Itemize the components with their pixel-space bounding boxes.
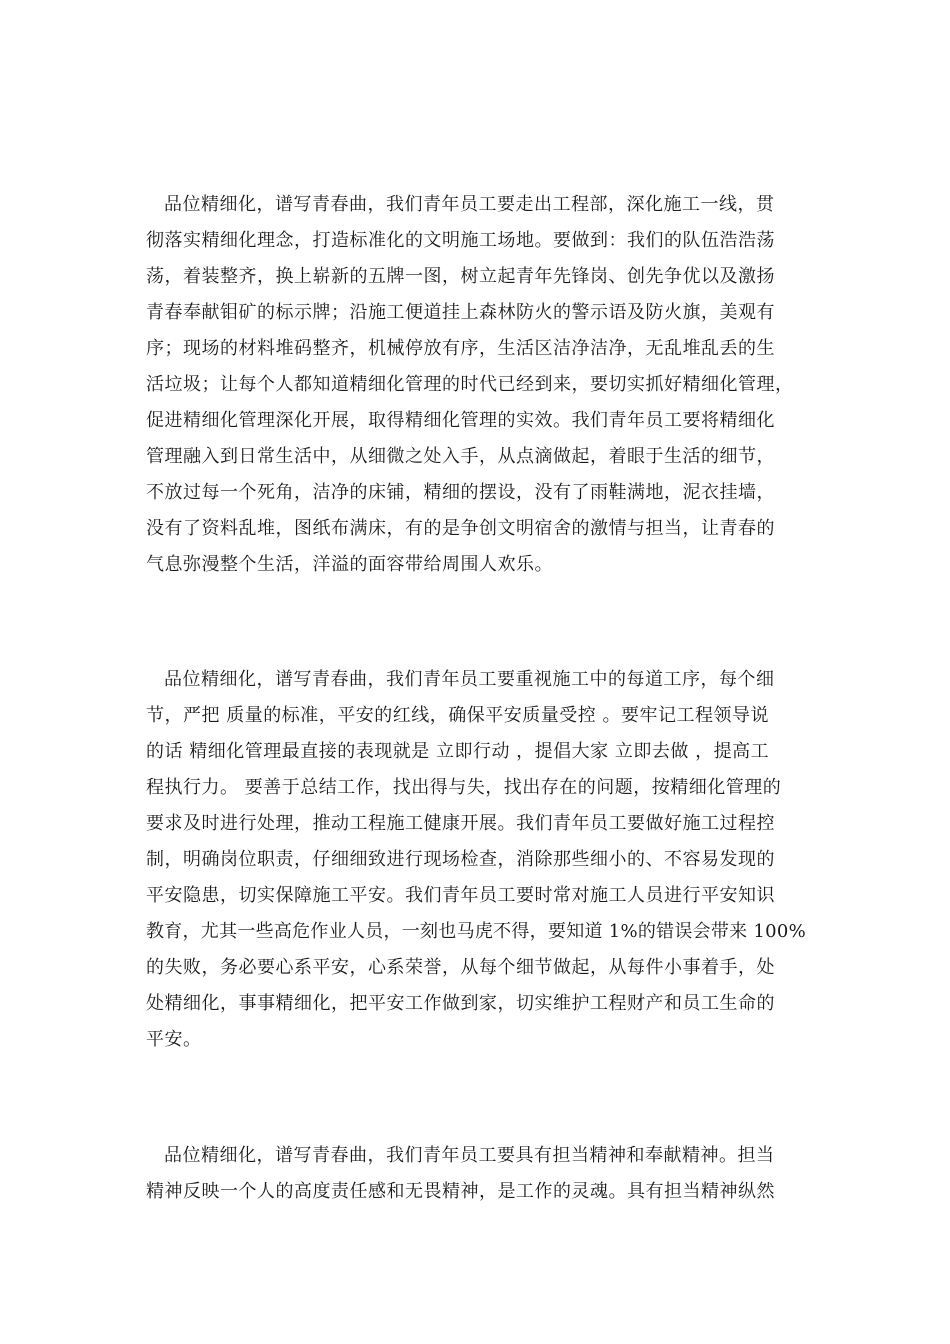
- paragraph-line: 序；现场的材料堆码整齐，机械停放有序，生活区洁净洁净，无乱堆乱丢的生: [146, 338, 775, 359]
- paragraph-line: 荡，着装整齐，换上崭新的五牌一图，树立起青年先锋岗、创先争优以及激扬: [146, 266, 775, 287]
- paragraph-line: 品位精细化，谱写青春曲，我们青年员工要走出工程部，深化施工一线，贯: [164, 194, 775, 215]
- paragraph-line: 彻落实精细化理念，打造标准化的文明施工场地。要做到：我们的队伍浩浩荡: [146, 230, 775, 251]
- paragraph-2: [146, 662, 806, 1058]
- paragraph-line: 节，严把 质量的标准，平安的红线，确保平安质量受控 。要牢记工程领导说: [146, 705, 769, 726]
- paragraph-line: 平安。: [146, 1029, 202, 1050]
- paragraph-line: 气息弥漫整个生活，洋溢的面容带给周围人欢乐。: [146, 554, 553, 575]
- paragraph-line: 管理融入到日常生活中，从细微之处入手，从点滴做起，着眼于生活的细节，: [146, 446, 775, 467]
- paragraph-line: 要求及时进行处理，推动工程施工健康开展。我们青年员工要做好施工过程控: [146, 813, 775, 834]
- paragraph-line: 程执行力。 要善于总结工作，找出得与失，找出存在的问题，按精细化管理的: [146, 777, 782, 798]
- paragraph-line: 活垃圾；让每个人都知道精细化管理的时代已经到来，要切实抓好精细化管理，: [146, 374, 794, 395]
- paragraph-line: 促进精细化管理深化开展，取得精细化管理的实效。我们青年员工要将精细化: [146, 410, 775, 431]
- paragraph-line: 教育，尤其一些高危作业人员，一刻也马虎不得，要知道 1%的错误会带来 100%: [146, 921, 806, 942]
- paragraph-line: 制，明确岗位职责，仔细细致进行现场检查，消除那些细小的、不容易发现的: [146, 849, 775, 870]
- paragraph-line: 的话 精细化管理最直接的表现就是 立即行动 ，提倡大家 立即去做 ，提高工: [146, 741, 770, 762]
- paragraph-line: 青春奉献钼矿的标示牌；沿施工便道挂上森林防火的警示语及防火旗，美观有: [146, 302, 775, 323]
- paragraph-line: 品位精细化，谱写青春曲，我们青年员工要重视施工中的每道工序，每个细: [164, 669, 775, 690]
- paragraph-line: 品位精细化，谱写青春曲，我们青年员工要具有担当精神和奉献精神。担当: [164, 1145, 775, 1166]
- paragraph-1: [146, 187, 806, 583]
- paragraph-3: [146, 1138, 806, 1210]
- paragraph-line: 没有了资料乱堆，图纸布满床，有的是争创文明宿舍的激情与担当，让青春的: [146, 518, 775, 539]
- paragraph-line: 精神反映一个人的高度责任感和无畏精神，是工作的灵魂。具有担当精神纵然: [146, 1181, 775, 1202]
- paragraph-line: 处精细化，事事精细化，把平安工作做到家，切实维护工程财产和员工生命的: [146, 993, 775, 1014]
- paragraph-line: 的失败，务必要心系平安，心系荣誉，从每个细节做起，从每件小事着手，处: [146, 957, 775, 978]
- paragraph-line: 平安隐患，切实保障施工平安。我们青年员工要时常对施工人员进行平安知识: [146, 885, 775, 906]
- paragraph-line: 不放过每一个死角，洁净的床铺，精细的摆设，没有了雨鞋满地，泥衣挂墙，: [146, 482, 775, 503]
